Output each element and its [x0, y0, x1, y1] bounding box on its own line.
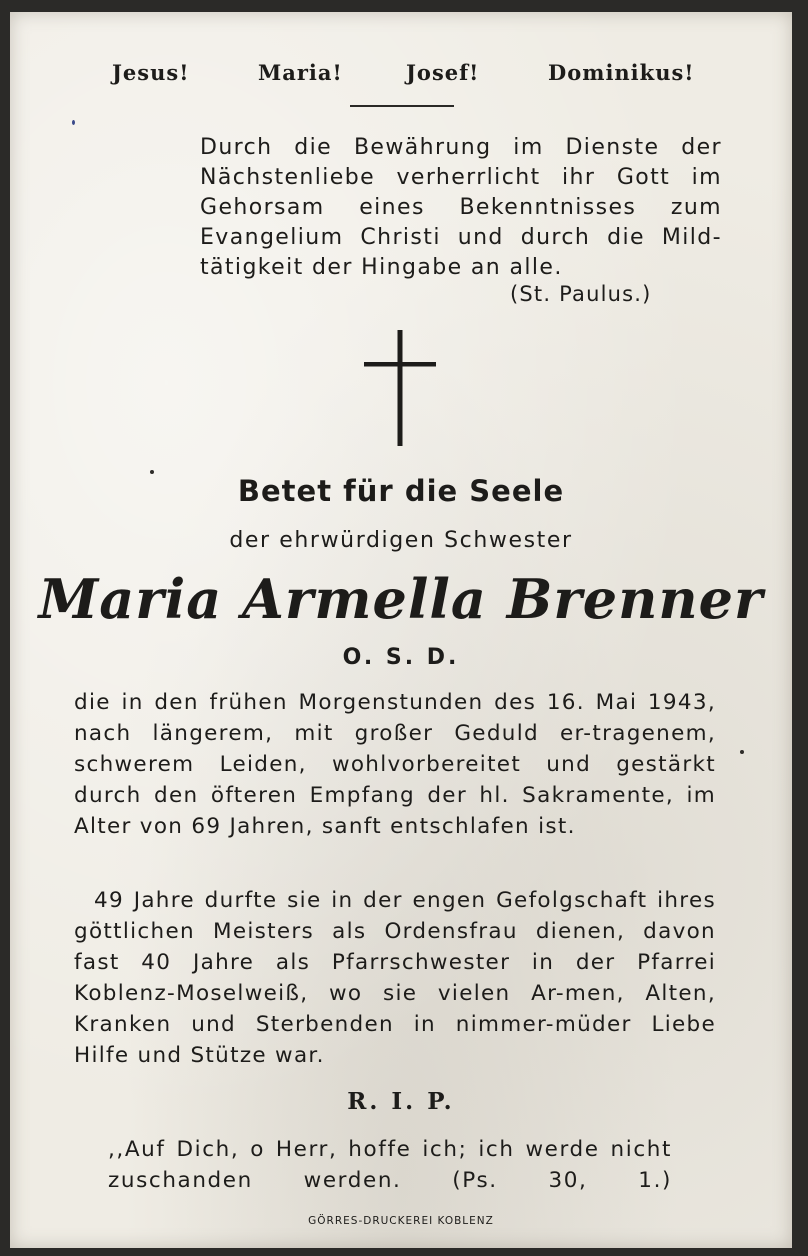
divider-rule [350, 105, 454, 107]
quote-source: (St. Paulus.) [510, 282, 652, 306]
ink-speck [150, 470, 154, 474]
obituary-paragraph-1: die in den frühen Morgenstunden des 16. Mai 1943, nach längerem, mit großer Geduld er-tragenem, schwerem Leiden, wohlvorbereitet und gestärkt durch den öfteren Empfang der hl. Sakramente, im Alter von 69 Jahren, sanft entschlafen ist. [74, 690, 716, 839]
invocation-josef: Josef! [406, 60, 480, 85]
scripture-quote: Durch die Bewährung im Dienste der Nächstenliebe verherrlicht ihr Gott im Gehorsam eines Bekenntnisses zum Evangelium Christi und durch die Mild-tätigkeit der Hingabe an alle. [200, 135, 722, 280]
invocations-line [10, 60, 792, 100]
religious-order: O. S. D. [342, 645, 460, 670]
obituary-paragraph-2: 49 Jahre durfte sie in der engen Gefolgschaft ihres göttlichen Meisters als Ordensfrau dienen, davon fast 40 Jahre als Pfarrschwester in der Pfarrei Koblenz-Moselweiß, wo sie vielen Ar-men, Alten, Kranken und Sterbenden in nimmer-müder Liebe Hilfe und Stütze war. [74, 888, 716, 1068]
printer-imprint: GÖRRES-DRUCKEREI KOBLENZ [308, 1215, 494, 1227]
ink-speck [72, 120, 75, 125]
memorial-card [10, 12, 792, 1248]
psalm-verse: ,,Auf Dich, o Herr, hoffe ich; ich werde nicht zuschanden werden. (Ps. 30, 1.) [108, 1137, 672, 1193]
invocation-maria: Maria! [258, 60, 343, 85]
prayer-heading: Betet für die Seele [237, 474, 565, 508]
invocation-dominikus: Dominikus! [548, 60, 695, 85]
invocation-jesus: Jesus! [112, 60, 190, 85]
subtitle: der ehrwürdigen Schwester [229, 528, 573, 553]
cross-icon [364, 330, 436, 446]
deceased-name: Maria Armella Brenner [38, 567, 764, 631]
rip-text: R. I. P. [347, 1088, 455, 1115]
ink-speck [740, 750, 744, 754]
